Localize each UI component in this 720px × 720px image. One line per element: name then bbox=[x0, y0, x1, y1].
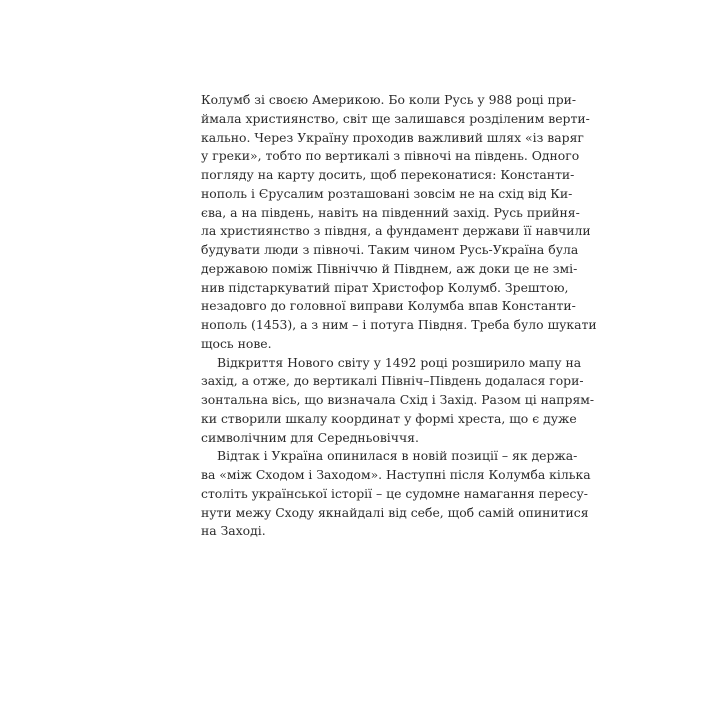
text-line: погляду на карту досить, щоб переконатися: Константи- bbox=[201, 167, 575, 182]
text-line: Колумб зі своєю Америкою. Бо коли Русь у 988 році при- bbox=[201, 92, 577, 107]
text-line: Відкриття Нового світу у 1492 році розширило мапу на bbox=[217, 354, 582, 370]
text-line: єва, а на південь, навіть на південний захід. Русь прийня- bbox=[201, 204, 580, 220]
text-line: ки створили шкалу координат у формі хреста, що є дуже bbox=[201, 410, 577, 426]
text-line: ла християнство з півдня, а фундамент держави її навчили bbox=[201, 223, 591, 239]
text-line: кально. Через Україну проходив важливий шлях «із варяг bbox=[201, 129, 584, 145]
text-line: століть української історії – це судомне намагання пересу- bbox=[201, 485, 588, 501]
text-line: будувати люди з півночі. Таким чином Русь-Україна була bbox=[201, 242, 579, 257]
text-line: нополь і Єрусалим розташовані зовсім не на схід від Ки- bbox=[201, 185, 573, 201]
text-line: нополь (1453), а з ним – і потуга Півдня. Треба було шукати bbox=[201, 317, 597, 332]
text-line: зонтальна вісь, що визначала Схід і Захід. Разом ці напрям- bbox=[201, 392, 595, 407]
text-line: ймала християнство, світ ще залишався розділеним верти- bbox=[201, 110, 590, 126]
text-line: незадовго до головної виправи Колумба впав Константи- bbox=[201, 298, 576, 314]
text-line: щось нове. bbox=[201, 335, 272, 351]
text-line: Відтак і Україна опинилася в новій позиції – як держа- bbox=[217, 448, 578, 464]
text-line: символічним для Середньовіччя. bbox=[201, 429, 419, 445]
text-line: державою поміж Північчю й Півднем, аж доки це не змі- bbox=[201, 260, 578, 276]
text-line: у греки», тобто по вертикалі з півночі на південь. Одного bbox=[201, 148, 580, 164]
book-page-text bbox=[201, 91, 597, 541]
text-line: нив підстаркуватий пірат Христофор Колумб. Зрештою, bbox=[201, 279, 569, 295]
text-line: ва «між Сходом і Заходом». Наступні після Колумба кілька bbox=[201, 467, 591, 482]
text-line: захід, а отже, до вертикалі Північ–Південь додалася гори- bbox=[201, 373, 584, 389]
text-line: нути межу Сходу якнайдалі від себе, щоб самій опинитися bbox=[201, 504, 589, 520]
text-line: на Заході. bbox=[201, 523, 266, 539]
